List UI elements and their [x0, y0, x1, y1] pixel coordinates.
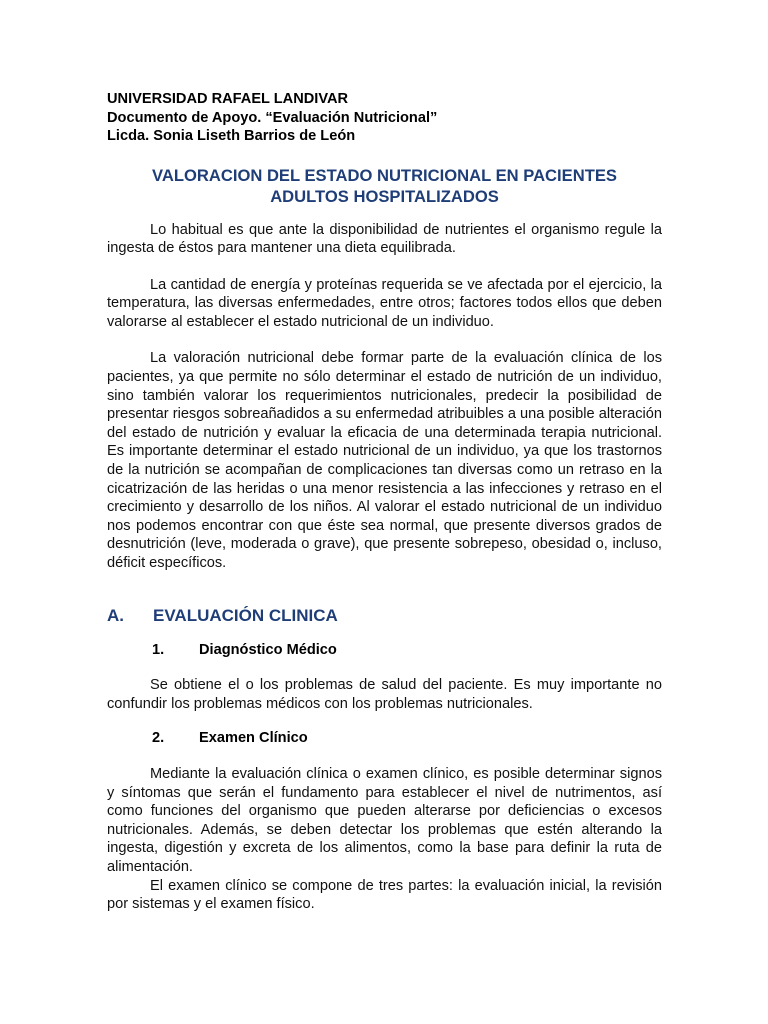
author-name: Licda. Sonia Liseth Barrios de León: [107, 128, 356, 144]
intro-paragraph-2: La cantidad de energía y proteínas requerida se ve afectada por el ejercicio, la temperatura, las diversas enfermedades, entre otros; factores todos ellos que deben valorarse al establecer el estado nutricional de un individuo.: [107, 276, 662, 330]
subsection-1-paragraph: Se obtiene el o los problemas de salud del paciente. Es muy importante no confundir los problemas médicos con los problemas nutricionales.: [107, 677, 662, 712]
intro-paragraph-1: Lo habitual es que ante la disponibilidad de nutrientes el organismo regule la ingesta de éstos para mantener una dieta equilibrada.: [107, 221, 662, 257]
section-a-heading: [107, 605, 662, 627]
section-a-number: A.: [107, 605, 124, 625]
subsection-2-title: Examen Clínico: [199, 730, 308, 747]
intro-paragraph-3: La valoración nutricional debe formar parte de la evaluación clínica de los pacientes, ya que permite no sólo determinar el estado de nutrición de un individuo, sino también valorar los requerimientos nutricionales, predecir la posibilidad de presentar riesgos sobreañadidos a su enfermedad atribuibles a una posible alteración del estado de nutrición y evaluar la eficacia de una determinada terapia nutricional. Es importante determinar el estado nutricional de un individuo, ya que los trastornos de la nutrición se acompañan de complicaciones tan diversas como un retraso en la cicatrización de las heridas o una menor resistencia a las infecciones y retraso en el crecimiento y desarrollo de los niños. Al valorar el estado nutricional de un individuo nos podemos encontrar con que éste sea normal, que presente diversos grados de desnutrición (leve, moderada o grave), que presente sobrepeso, obesidad o, incluso, déficit específicos.: [107, 350, 662, 571]
subsection-2-paragraph-1: Mediante la evaluación clínica o examen clínico, es posible determinar signos y síntomas que serán el fundamento para establecer el nivel de nutrimentos, así como funciones del organismo que pueden alterarse por deficiencias o excesos nutricionales. Además, se deben detectar los problemas que estén alterando la ingesta, digestión y excreta de los alimentos, como la base para definir la ruta de alimentación.: [107, 765, 662, 875]
subsection-1-number: 1.: [152, 641, 165, 658]
university-name: UNIVERSIDAD RAFAEL LANDIVAR: [107, 91, 349, 107]
document-page: [107, 90, 662, 914]
subsection-2-heading: [107, 729, 662, 748]
subsection-2-number: 2.: [152, 730, 165, 747]
page-title: [107, 165, 662, 207]
document-subtitle: Documento de Apoyo. “Evaluación Nutricional”: [107, 109, 438, 126]
subsection-1-title: Diagnóstico Médico: [199, 641, 337, 658]
subsection-1-heading: [107, 641, 662, 660]
page-title-line-1: VALORACION DEL ESTADO NUTRICIONAL EN PACIENTES: [152, 165, 617, 185]
subsection-2-paragraph-2: El examen clínico se compone de tres partes: la evaluación inicial, la revisión por sistemas y el examen físico.: [107, 877, 662, 913]
page-title-line-2: ADULTOS HOSPITALIZADOS: [270, 186, 499, 206]
section-a-title: EVALUACIÓN CLINICA: [153, 605, 338, 625]
